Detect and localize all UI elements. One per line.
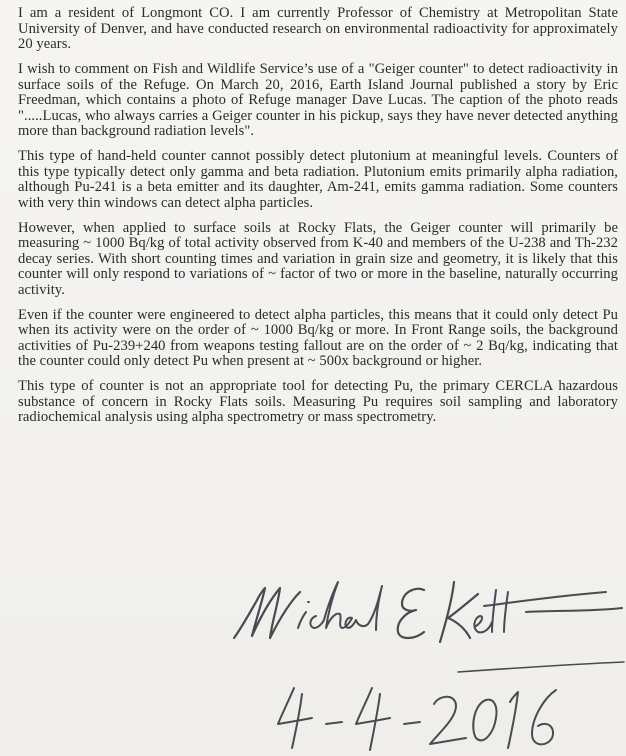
- paragraph-background-activity: However, when applied to surface soils at Rocky Flats, the Geiger counter will primarily be measuring ~ 1000 Bq/kg of total activity observed from K-40 and members of the U-238 and Th-232 decay series. With short counting times and variation in grain size and geometry, it is likely that this counter will only respond to variations of ~ factor of two or more in the baseline, naturally occurring activity.: [18, 219, 618, 298]
- paragraph-conclusion: This type of counter is not an appropriate tool for detecting Pu, the primary CERCLA hazardous substance of concern in Rocky Flats soils. Measuring Pu requires soil sampling and laboratory radiochemical analysis using alpha spectrometry or mass spectrometry.: [18, 378, 618, 425]
- letter-body: [18, 6, 618, 435]
- handwritten-signature: [226, 572, 626, 682]
- handwritten-date: [272, 680, 572, 756]
- paragraph-alpha-detection: Even if the counter were engineered to detect alpha particles, this means that it could only detect Pu when its activity were on the order of ~ 1000 Bq/kg or more. In Front Range soils, the background activities of Pu-239+240 from weapons testing fallout are on the order of ~ 2 Bq/kg, indicating that the counter could only detect Pu when present at ~ 500x background or higher.: [18, 306, 618, 369]
- paragraph-geiger-counter-comment: I wish to comment on Fish and Wildlife Service’s use of a "Geiger counter" to detect radioactivity in surface soils of the Refuge. On March 20, 2016, Earth Island Journal published a story by Eric Freedman, which contains a photo of Refuge manager Dave Lucas. The caption of the photo reads ".....Lucas, who always carries a Geiger counter in his pickup, says they have never detected anything more than background radiation levels".: [18, 61, 618, 139]
- paragraph-introduction: I am a resident of Longmont CO. I am currently Professor of Chemistry at Metropolitan State University of Denver, and have conducted research on environmental radioactivity for approximately 20 years.: [18, 5, 618, 52]
- paragraph-detection-limits: This type of hand-held counter cannot possibly detect plutonium at meaningful levels. Counters of this type typically detect only gamma and beta radiation. Plutonium emits primarily alpha radiation, although Pu-241 is a beta emitter and its daughter, Am-241, emits gamma radiation. Some counters with very thin windows can detect alpha particles.: [18, 148, 618, 211]
